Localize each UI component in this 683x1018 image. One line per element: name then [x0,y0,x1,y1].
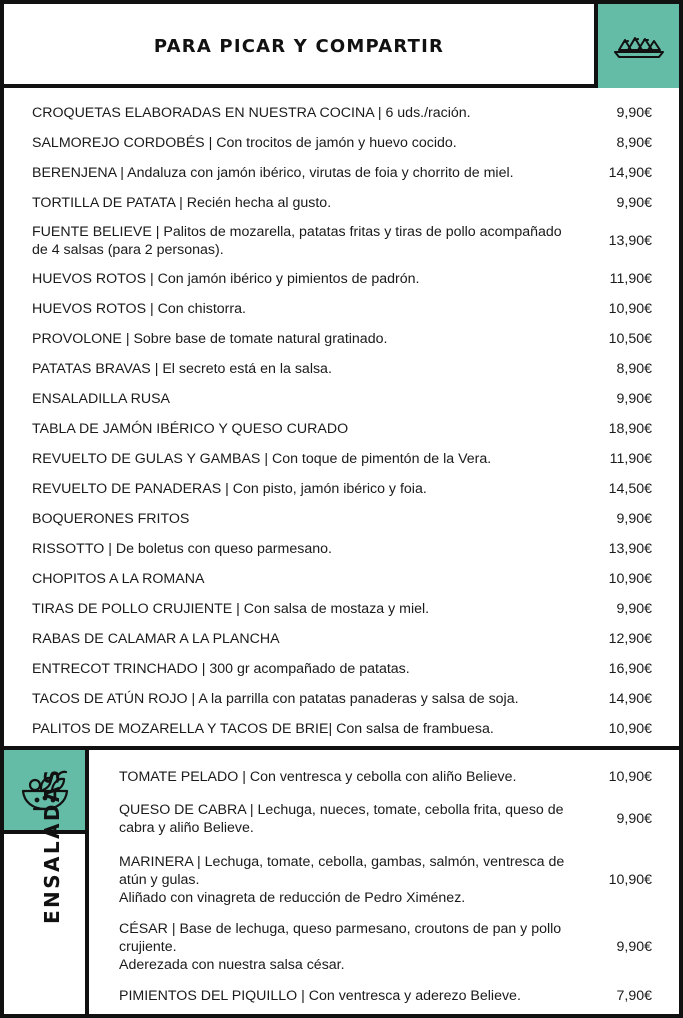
menu-item [119,760,652,794]
item-note: Aderezada con nuestra salsa césar. [119,957,345,973]
menu-item [32,444,652,474]
item-name: RABAS DE CALAMAR A LA PLANCHA [32,631,280,647]
menu-item [32,564,652,594]
menu-item [32,128,652,158]
menu-item [119,916,652,978]
menu-item [32,594,652,624]
item-price: 9,90€ [616,391,652,407]
menu-item [32,684,652,714]
item-name: SALMOREJO CORDOBÉS | Con trocitos de jamón y huevo cocido. [32,135,457,151]
menu-item [32,534,652,564]
item-price: 13,90€ [608,541,652,557]
menu-item [32,294,652,324]
item-name-wrap [119,920,582,974]
item-price: 9,90€ [616,811,652,827]
menu-item [32,714,652,744]
item-price: 8,90€ [616,135,652,151]
item-name: PROVOLONE | Sobre base de tomate natural gratinado. [32,331,388,347]
item-name: RISSOTTO | De boletus con queso parmesano. [32,541,332,557]
menu-item [119,844,652,916]
item-price: 9,90€ [616,105,652,121]
item-price: 7,90€ [616,988,652,1004]
item-price: 10,90€ [608,721,652,737]
item-name: REVUELTO DE GULAS Y GAMBAS | Con toque de pimentón de la Vera. [32,451,492,467]
item-price: 9,90€ [616,511,652,527]
item-price: 9,90€ [616,601,652,617]
menu-item [32,624,652,654]
item-price: 9,90€ [616,939,652,955]
menu-item [32,158,652,188]
item-price: 11,90€ [609,451,652,467]
menu-item [119,978,652,1014]
item-name: MARINERA | Lechuga, tomate, cebolla, gambas, salmón, ventresca de atún y gulas. [119,854,565,888]
menu-item [32,98,652,128]
item-price: 11,90€ [609,271,652,287]
item-name: PIMIENTOS DEL PIQUILLO | Con ventresca y aderezo Believe. [119,988,521,1004]
item-name: CHOPITOS A LA ROMANA [32,571,205,587]
item-note: Aliñado con vinagreta de reducción de Pedro Ximénez. [119,890,466,906]
item-name: ENSALADILLA RUSA [32,391,170,407]
item-name: TACOS DE ATÚN ROJO | A la parrilla con patatas panaderas y salsa de soja. [32,691,519,707]
section-title-salads: ENSALADAS [40,767,64,924]
item-price: 10,90€ [608,571,652,587]
menu-item [32,384,652,414]
menu-item [32,188,652,218]
section-title: PARA PICAR Y COMPARTIR [153,35,445,57]
item-name: REVUELTO DE PANADERAS | Con pisto, jamón ibérico y foia. [32,481,427,497]
menu-list-tapas [32,98,652,744]
item-name: HUEVOS ROTOS | Con chistorra. [32,301,246,317]
item-name: QUESO DE CABRA | Lechuga, nueces, tomate, cebolla frita, queso de cabra y aliño Believe. [119,802,564,836]
item-price: 10,90€ [608,872,652,888]
menu-item [119,794,652,844]
item-price: 8,90€ [616,361,652,377]
item-price: 9,90€ [616,195,652,211]
item-name-wrap [119,853,582,907]
item-name: TABLA DE JAMÓN IBÉRICO Y QUESO CURADO [32,421,349,437]
section-header [4,4,679,88]
item-name: BERENJENA | Andaluza con jamón ibérico, virutas de foia y chorrito de miel. [32,165,514,181]
menu-item [32,414,652,444]
item-price: 12,90€ [608,631,652,647]
item-name: TORTILLA DE PATATA | Recién hecha al gusto. [32,195,332,211]
menu-item [32,218,652,264]
item-price: 10,90€ [608,769,652,785]
item-name: CÉSAR | Base de lechuga, queso parmesano, croutons de pan y pollo crujiente. [119,921,562,955]
menu-item [32,324,652,354]
menu-item [32,504,652,534]
item-name: BOQUERONES FRITOS [32,511,190,527]
section-divider [4,746,679,750]
item-price: 10,90€ [608,301,652,317]
header-icon-box [594,4,679,88]
item-price: 14,90€ [608,165,652,181]
item-name: CROQUETAS ELABORADAS EN NUESTRA COCINA | 6 uds./ración. [32,105,471,121]
item-name: TOMATE PELADO | Con ventresca y cebolla con aliño Believe. [119,769,517,785]
menu-list-salads [119,760,652,1014]
menu-item [32,354,652,384]
item-price: 13,90€ [608,233,652,249]
item-price: 14,90€ [608,691,652,707]
item-price: 10,50€ [608,331,652,347]
item-price: 18,90€ [608,421,652,437]
menu-item [32,474,652,504]
item-name: PATATAS BRAVAS | El secreto está en la salsa. [32,361,332,377]
item-name: FUENTE BELIEVE | Palitos de mozarella, patatas fritas y tiras de pollo acompañado de 4 salsas (para 2 personas). [32,224,562,258]
item-price: 16,90€ [608,661,652,677]
menu-item [32,264,652,294]
item-name: TIRAS DE POLLO CRUJIENTE | Con salsa de mostaza y miel. [32,601,430,617]
menu-item [32,654,652,684]
item-name: HUEVOS ROTOS | Con jamón ibérico y pimientos de padrón. [32,271,420,287]
item-name: PALITOS DE MOZARELLA Y TACOS DE BRIE| Con salsa de frambuesa. [32,721,494,737]
item-name: ENTRECOT TRINCHADO | 300 gr acompañado de patatas. [32,661,410,677]
item-price: 14,50€ [608,481,652,497]
tapas-plate-icon [611,32,667,60]
